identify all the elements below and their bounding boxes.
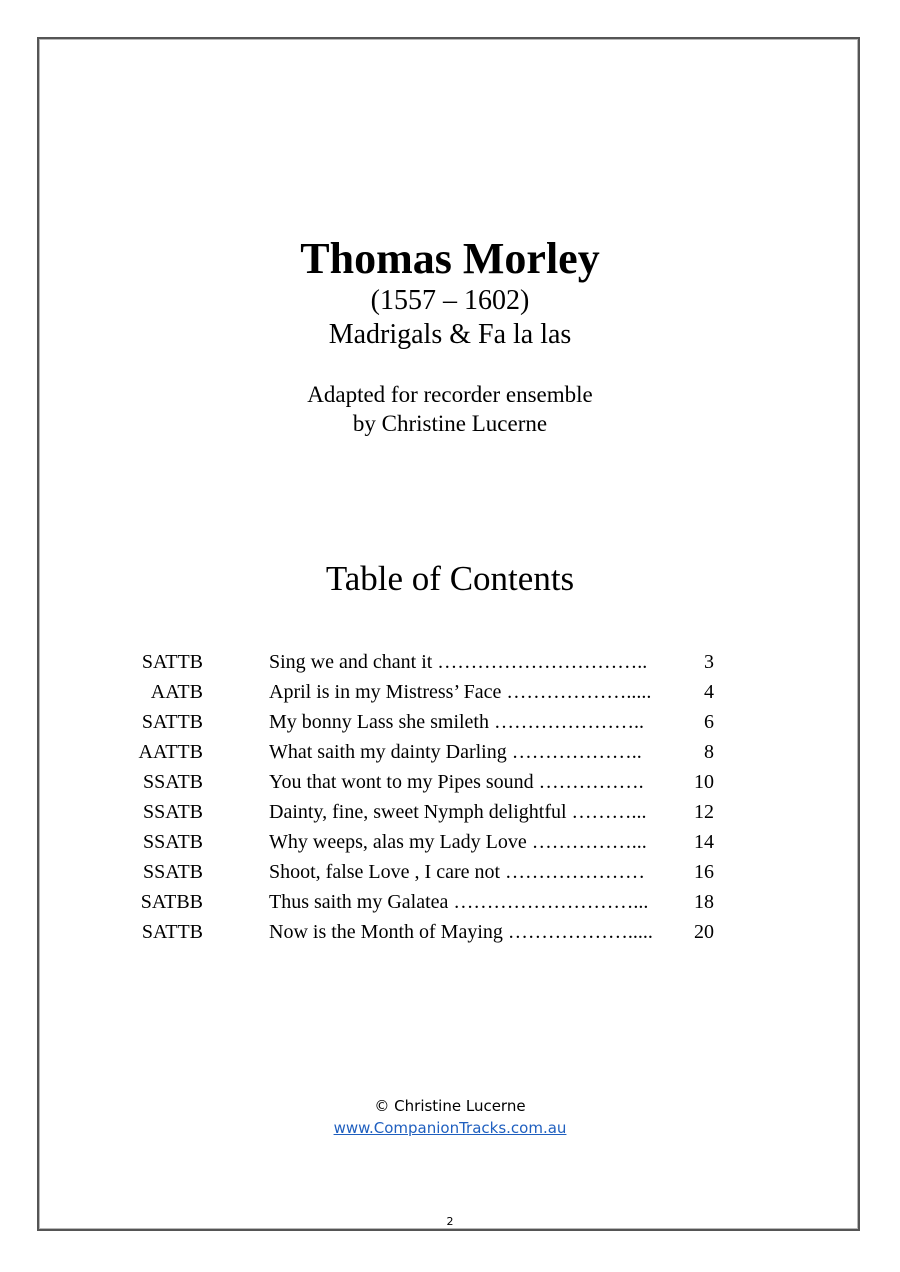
toc-voicing: SSATB — [142, 831, 203, 853]
toc-title: Thus saith my Galatea ………………………... — [269, 891, 649, 913]
table-of-contents — [138, 647, 750, 947]
toc-title: April is in my Mistress’ Face ………………..... — [269, 681, 652, 703]
toc-row — [142, 797, 750, 827]
toc-page: 4 — [704, 681, 714, 703]
composer-dates: (1557 – 1602) — [370, 285, 530, 316]
toc-row — [140, 887, 750, 917]
collection-subtitle: Madrigals & Fa la las — [328, 319, 572, 350]
toc-row — [141, 917, 750, 947]
toc-page: 16 — [694, 861, 714, 883]
toc-page: 14 — [694, 831, 714, 853]
copyright-notice: © Christine Lucerne — [374, 1097, 526, 1115]
toc-page: 12 — [694, 801, 714, 823]
toc-title: Dainty, fine, sweet Nymph delightful ………... — [269, 801, 647, 823]
toc-page: 3 — [704, 651, 714, 673]
toc-row — [141, 647, 750, 677]
toc-voicing: SSATB — [142, 771, 203, 793]
toc-voicing: SATTB — [141, 711, 203, 733]
toc-title: Shoot, false Love , I care not ………………… — [269, 861, 646, 883]
toc-row — [150, 677, 750, 707]
toc-heading: Table of Contents — [325, 559, 575, 598]
toc-page: 8 — [704, 741, 714, 763]
toc-row — [142, 827, 750, 857]
toc-page: 10 — [694, 771, 714, 793]
adaptation-line-2: by Christine Lucerne — [352, 411, 548, 436]
website-line — [0, 1117, 900, 1139]
toc-voicing: SATBB — [140, 891, 203, 913]
adaptation-line-1: Adapted for recorder ensemble — [307, 382, 593, 407]
toc-title: Now is the Month of Maying ………………..... — [269, 921, 653, 943]
toc-page: 6 — [704, 711, 714, 733]
toc-page: 20 — [694, 921, 714, 943]
adaptation-credit — [0, 380, 900, 438]
toc-title: You that wont to my Pipes sound ……………. — [269, 771, 644, 793]
toc-row — [142, 857, 750, 887]
toc-voicing: AATB — [150, 681, 203, 703]
website-link[interactable]: www.CompanionTracks.com.au — [333, 1119, 567, 1137]
toc-row — [142, 767, 750, 797]
toc-voicing: AATTB — [138, 741, 203, 763]
toc-voicing: SATTB — [141, 651, 203, 673]
toc-voicing: SSATB — [142, 801, 203, 823]
toc-voicing: SSATB — [142, 861, 203, 883]
page-border — [37, 37, 860, 1231]
toc-title: Why weeps, alas my Lady Love ……………... — [269, 831, 647, 853]
toc-page: 18 — [694, 891, 714, 913]
toc-title: My bonny Lass she smileth ………………….. — [269, 711, 644, 733]
toc-title: What saith my dainty Darling ……………….. — [269, 741, 642, 763]
page-number: 2 — [446, 1215, 454, 1228]
toc-row — [138, 737, 750, 767]
toc-title: Sing we and chant it ………………………….. — [269, 651, 648, 673]
toc-voicing: SATTB — [141, 921, 203, 943]
toc-row — [141, 707, 750, 737]
composer-title: Thomas Morley — [300, 234, 600, 283]
